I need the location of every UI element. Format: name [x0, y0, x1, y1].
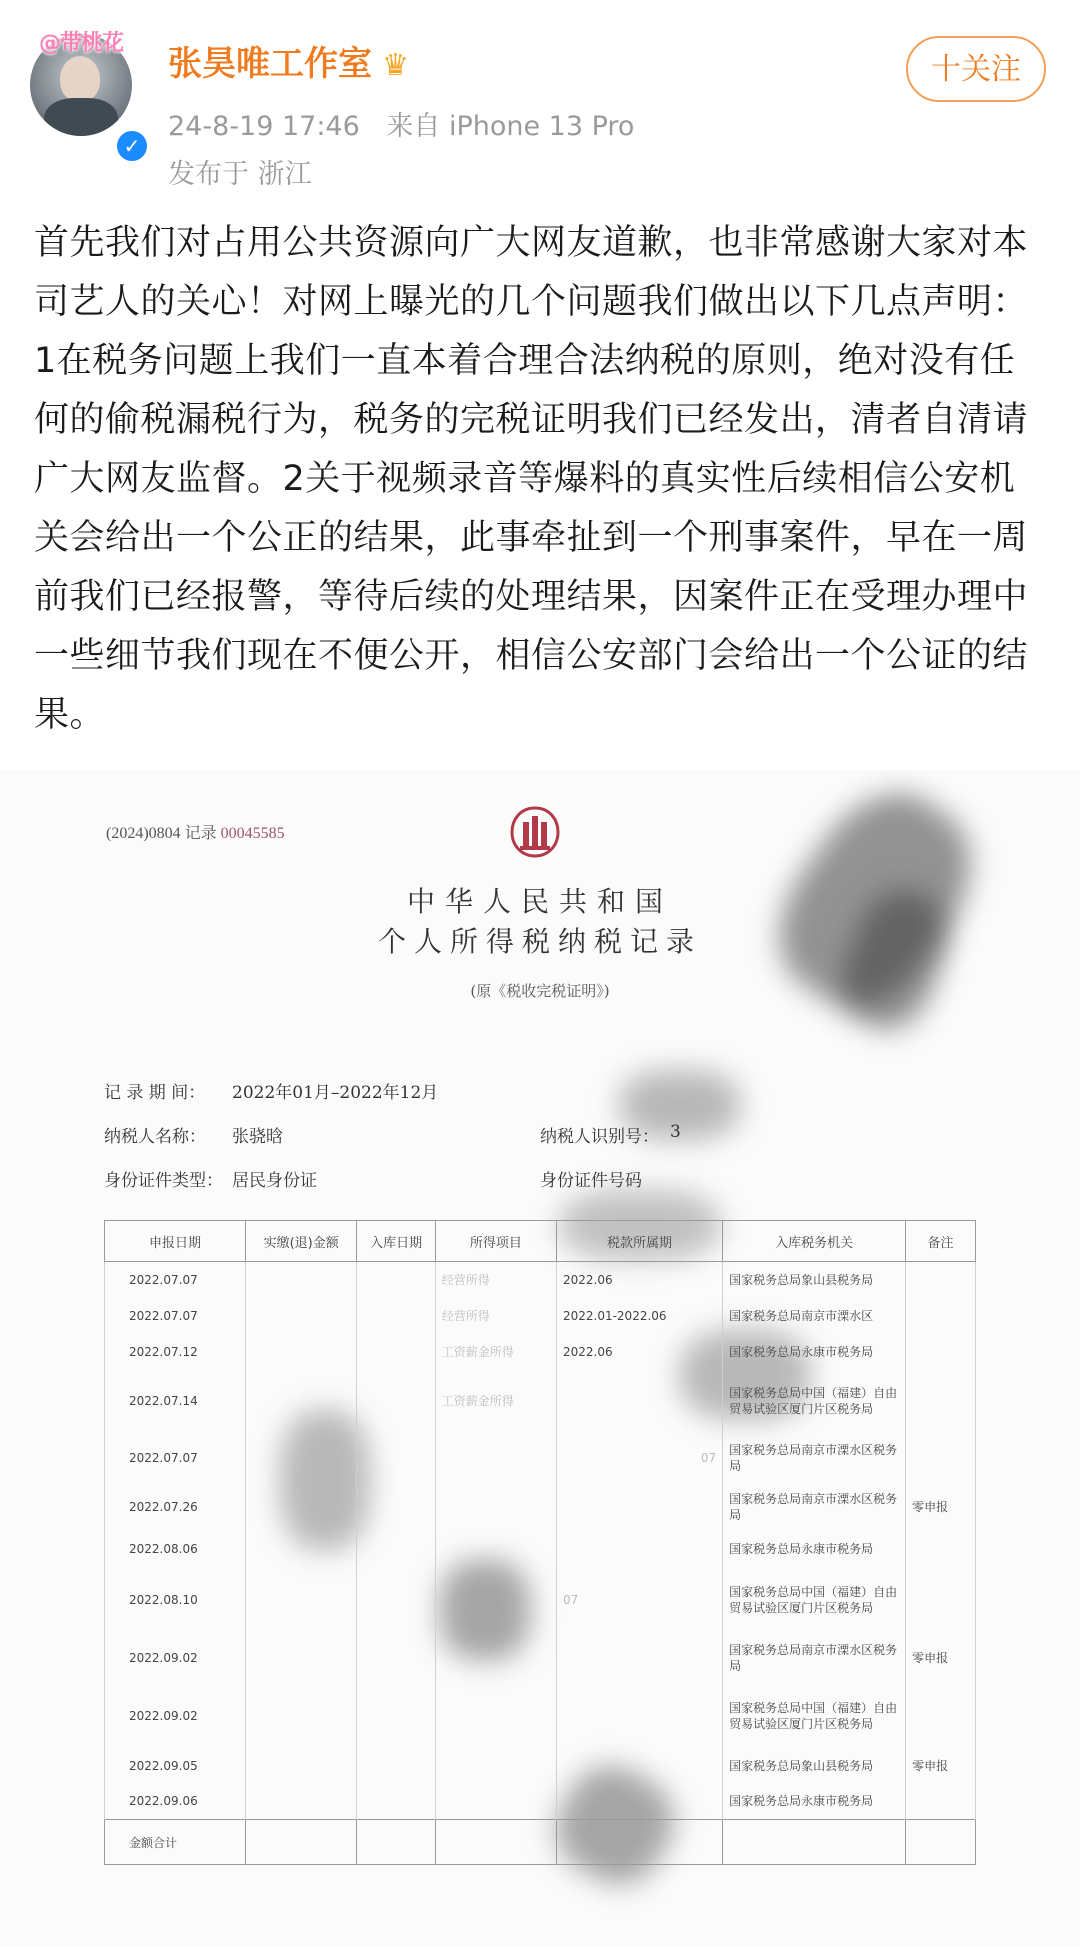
cell-income: 经营所得 — [435, 1262, 556, 1298]
cell-note — [906, 1370, 976, 1432]
table-row — [105, 1784, 976, 1820]
col-header: 所得项目 — [435, 1221, 556, 1262]
cell-org: 国家税务总局象山县税务局 — [723, 1748, 906, 1784]
cell-org: 国家税务总局中国（福建）自由贸易试验区厦门片区税务局 — [723, 1370, 906, 1432]
cell-income — [435, 1632, 556, 1684]
cell-date: 2022.07.07 — [105, 1298, 246, 1334]
period-label: 记 录 期 间： — [104, 1083, 206, 1103]
cell-income — [435, 1684, 556, 1748]
period-value: 2022年01月–2022年12月 — [232, 1083, 439, 1103]
table-row — [105, 1370, 976, 1432]
cell-period — [556, 1530, 722, 1568]
id-type-label: 身份证件类型： — [104, 1171, 223, 1191]
cell-note — [906, 1568, 976, 1632]
cell-org: 国家税务总局永康市税务局 — [723, 1334, 906, 1370]
cell-income — [435, 1784, 556, 1820]
col-header: 备注 — [906, 1221, 976, 1262]
cell-date: 2022.07.07 — [105, 1262, 246, 1298]
col-header: 入库税务机关 — [723, 1221, 906, 1262]
taxpayer-id-value: 3 — [670, 1122, 681, 1142]
cell-org: 国家税务总局南京市溧水区税务局 — [723, 1484, 906, 1530]
post-text: 首先我们对占用公共资源向广大网友道歉，也非常感谢大家对本司艺人的关心！对网上曝光的几个问题我们做出以下几点声明：1在税务问题上我们一直本着合理合法纳税的原则，绝对没有任何的偷税漏税行为，税务的完税证明我们已经发出，清者自清请广大网友监督。2关于视频录音等爆料的真实性后续相信公安机关会给出一个公正的结果，此事牵扯到一个刑事案件，早在一周前我们已经报警，等待后续的处理结果，因案件正在受理办理中一些细节我们现在不便公开，相信公安部门会给出一个公证的结果。 — [34, 223, 1029, 735]
table-row — [105, 1298, 976, 1334]
cell-date: 2022.07.26 — [105, 1484, 246, 1530]
cell-note: 零申报 — [906, 1748, 976, 1784]
col-header: 入库日期 — [357, 1221, 435, 1262]
table-row — [105, 1262, 976, 1298]
table-row — [105, 1334, 976, 1370]
post-source: 来自 iPhone 13 Pro — [386, 111, 635, 142]
username[interactable]: 张昊唯工作室 — [168, 44, 372, 84]
record-number-value: 00045585 — [220, 825, 285, 842]
cell-note — [906, 1334, 976, 1370]
cell-org: 国家税务总局象山县税务局 — [723, 1262, 906, 1298]
id-number-label: 身份证件号码 — [540, 1171, 642, 1191]
cell-income — [435, 1484, 556, 1530]
cell-period: 2022.06 — [556, 1262, 722, 1298]
cell-period — [556, 1632, 722, 1684]
cell-note — [906, 1784, 976, 1820]
cell-note — [906, 1298, 976, 1334]
cell-date: 2022.07.07 — [105, 1432, 246, 1484]
cell-note — [906, 1530, 976, 1568]
cell-income: 经营所得 — [435, 1298, 556, 1334]
table-header-row — [105, 1221, 976, 1262]
cell-date: 2022.07.14 — [105, 1370, 246, 1432]
tax-record-image[interactable] — [0, 770, 1080, 1946]
table-row — [105, 1530, 976, 1568]
col-header: 税款所属期 — [556, 1221, 722, 1262]
cell-period: 07 — [556, 1568, 722, 1632]
cell-period — [556, 1784, 722, 1820]
username-row[interactable] — [168, 36, 409, 85]
cell-note — [906, 1262, 976, 1298]
table-row — [105, 1748, 976, 1784]
verified-badge-icon: ✓ — [114, 128, 150, 164]
cell-note: 零申报 — [906, 1484, 976, 1530]
taxpayer-name-label: 纳税人名称： — [104, 1127, 206, 1147]
record-prefix: (2024)0804 记录 — [106, 825, 217, 842]
crown-badge-icon: ♛ — [382, 48, 409, 83]
post-meta — [168, 104, 652, 143]
cell-income — [435, 1432, 556, 1484]
cell-period: 2022.06 — [556, 1334, 722, 1370]
col-header: 实缴(退)金额 — [246, 1221, 357, 1262]
cell-org: 国家税务总局南京市溧水区 — [723, 1298, 906, 1334]
avatar-pendant: @带桃花 — [38, 31, 123, 56]
cell-income — [435, 1748, 556, 1784]
table-row — [105, 1568, 976, 1632]
record-number — [106, 820, 285, 843]
cell-period — [556, 1684, 722, 1748]
col-header: 申报日期 — [105, 1221, 246, 1262]
table-row — [105, 1684, 976, 1748]
cell-income: 工资薪金所得 — [435, 1370, 556, 1432]
cell-date: 2022.09.06 — [105, 1784, 246, 1820]
cell-period — [556, 1748, 722, 1784]
cell-period: 2022.01-2022.06 — [556, 1298, 722, 1334]
cell-date: 2022.09.02 — [105, 1684, 246, 1748]
cell-period — [556, 1484, 722, 1530]
table-total-row — [105, 1820, 976, 1865]
taxpayer-id-label: 纳税人识别号： — [540, 1127, 659, 1147]
cell-date: 2022.09.02 — [105, 1632, 246, 1684]
avatar[interactable] — [22, 26, 141, 158]
post-location: 发布于 浙江 — [168, 159, 312, 190]
cell-org: 国家税务总局永康市税务局 — [723, 1530, 906, 1568]
tax-emblem-icon — [510, 806, 560, 858]
cell-income — [435, 1568, 556, 1632]
cell-org: 国家税务总局永康市税务局 — [723, 1784, 906, 1820]
table-row — [105, 1484, 976, 1530]
cell-org: 国家税务总局中国（福建）自由贸易试验区厦门片区税务局 — [723, 1684, 906, 1748]
cell-org: 国家税务总局中国（福建）自由贸易试验区厦门片区税务局 — [723, 1568, 906, 1632]
cell-period — [556, 1370, 722, 1432]
cell-note — [906, 1684, 976, 1748]
tax-record-table — [104, 1220, 976, 1865]
cell-note: 零申报 — [906, 1632, 976, 1684]
cell-org: 国家税务总局南京市溧水区税务局 — [723, 1432, 906, 1484]
cell-income: 工资薪金所得 — [435, 1334, 556, 1370]
id-type-value: 居民身份证 — [232, 1171, 317, 1191]
cell-income — [435, 1530, 556, 1568]
post-date: 24-8-19 17:46 — [168, 111, 360, 142]
cell-date: 2022.09.05 — [105, 1748, 246, 1784]
table-row — [105, 1632, 976, 1684]
taxpayer-name-value: 张骁晗 — [232, 1127, 283, 1147]
document-title-line2: 个人所得税纳税记录 — [377, 925, 702, 958]
post-header — [0, 0, 1080, 200]
cell-date: 2022.08.06 — [105, 1530, 246, 1568]
cell-date: 2022.07.12 — [105, 1334, 246, 1370]
cell-period: 07 — [556, 1432, 722, 1484]
cell-note — [906, 1432, 976, 1484]
table-row — [105, 1432, 976, 1484]
document-subtitle: (原《税收完税证明》) — [470, 982, 610, 1000]
cell-org: 国家税务总局南京市溧水区税务局 — [723, 1632, 906, 1684]
follow-button[interactable]: 十关注 — [906, 36, 1046, 102]
cell-date: 2022.08.10 — [105, 1568, 246, 1632]
document-title-line1: 中华人民共和国 — [406, 885, 673, 918]
total-label: 金额合计 — [105, 1820, 246, 1865]
